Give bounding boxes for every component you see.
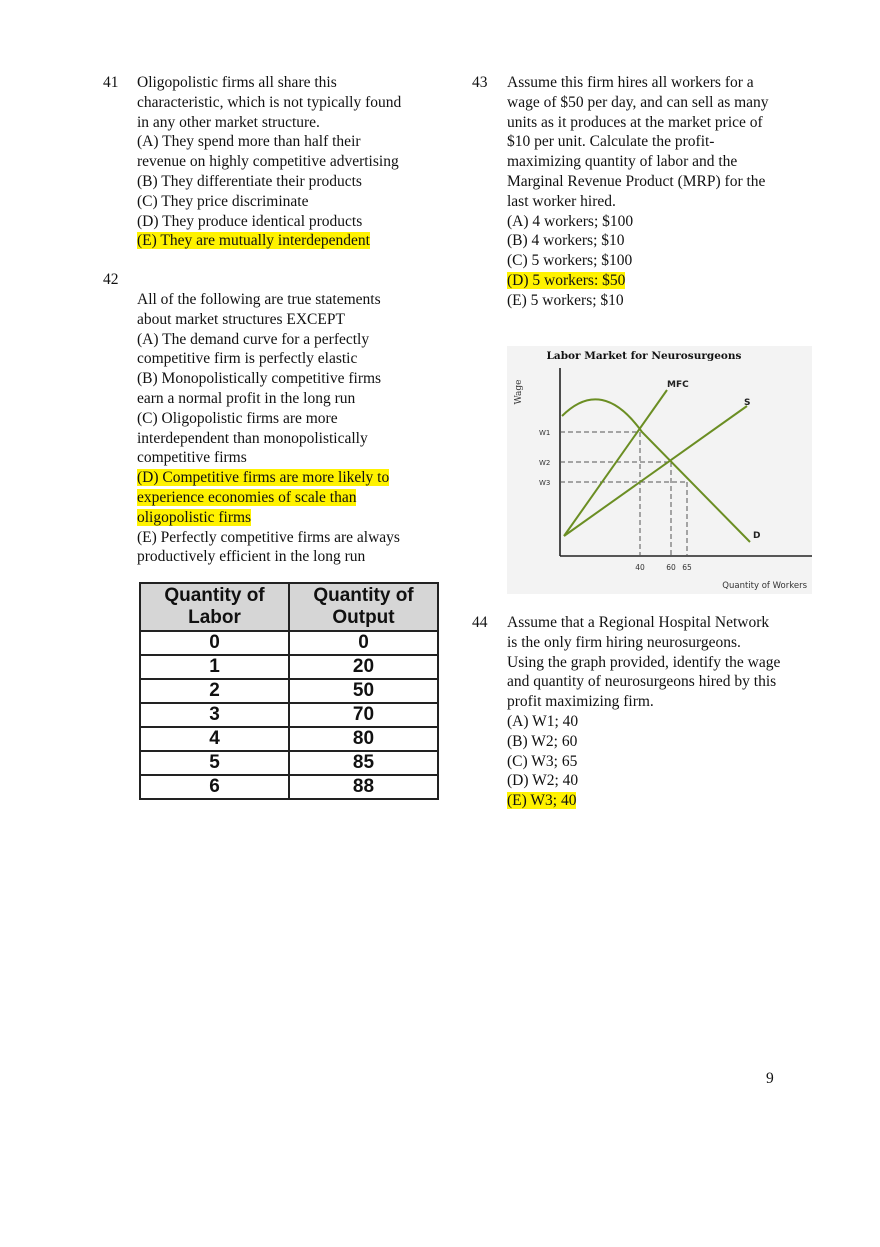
- table-row: [140, 775, 438, 799]
- answer-option: (C) They price discriminate: [137, 192, 309, 210]
- answer-option: (C) 5 workers; $100: [507, 252, 633, 270]
- table-row: [140, 751, 438, 775]
- question-number: 44: [472, 614, 488, 631]
- answer-option: interdependent than monopolistically: [137, 429, 368, 447]
- q40-label: 40: [635, 563, 645, 572]
- q60-label: 60: [666, 563, 676, 572]
- answer-option: (A) The demand curve for a perfectly: [137, 330, 370, 348]
- answer-option: (D) They produce identical products: [137, 212, 363, 230]
- table-header-output: [289, 583, 438, 631]
- x-axis-label: Quantity of Workers: [722, 581, 807, 591]
- answer-option: (A) They spend more than half their: [137, 133, 361, 151]
- highlighted-answer: (E) They are mutually interdependent: [137, 232, 370, 250]
- question-number: 43: [472, 74, 488, 91]
- demand-label: D: [753, 531, 761, 541]
- answer-option: (E) Perfectly competitive firms are always: [137, 528, 400, 546]
- highlighted-answer: oligopolistic firms: [137, 508, 252, 526]
- question-text: maximizing quantity of labor and the: [507, 153, 738, 171]
- w3-label: W3: [539, 479, 551, 487]
- table-cell: 0: [289, 631, 438, 655]
- question-text: $10 per unit. Calculate the profit-: [507, 133, 715, 151]
- answer-option: earn a normal profit in the long run: [137, 389, 356, 407]
- table-cell: 0: [140, 631, 289, 655]
- question-number: 42: [103, 271, 119, 288]
- table-cell: 20: [289, 655, 438, 679]
- table-cell: 2: [140, 679, 289, 703]
- question-text: Assume this firm hires all workers for a: [507, 74, 754, 91]
- answer-option: competitive firm is perfectly elastic: [137, 350, 358, 368]
- highlighted-answer: (D) Competitive firms are more likely to: [137, 469, 390, 487]
- table-row: [140, 679, 438, 703]
- supply-label: S: [744, 398, 751, 408]
- table-header-row: [140, 583, 438, 631]
- answer-option: (A) 4 workers; $100: [507, 212, 634, 230]
- q65-label: 65: [682, 563, 692, 572]
- question-text: All of the following are true statements: [137, 291, 381, 308]
- table-cell: 80: [289, 727, 438, 751]
- question-number: 41: [103, 74, 119, 91]
- answer-option: revenue on highly competitive advertising: [137, 153, 399, 171]
- table-cell: 6: [140, 775, 289, 799]
- table-cell: 50: [289, 679, 438, 703]
- question-text: wage of $50 per day, and can sell as many: [507, 93, 769, 111]
- question-text: and quantity of neurosurgeons hired by this: [507, 673, 777, 691]
- table-row: [140, 727, 438, 751]
- answer-option: (E) 5 workers; $10: [507, 291, 624, 309]
- answer-option: (B) Monopolistically competitive firms: [137, 370, 382, 388]
- question-text: Assume that a Regional Hospital Network: [507, 614, 770, 631]
- answer-option: (C) W3; 65: [507, 752, 578, 770]
- answer-option: productively efficient in the long run: [137, 548, 366, 566]
- table-cell: 4: [140, 727, 289, 751]
- question-text: Oligopolistic firms all share this: [137, 74, 337, 91]
- highlighted-answer: experience economies of scale than: [137, 488, 357, 506]
- question-text: about market structures EXCEPT: [137, 310, 345, 328]
- table-row: [140, 655, 438, 679]
- answer-option: (D) W2; 40: [507, 772, 579, 790]
- w1-label: W1: [539, 429, 551, 437]
- table-row: [140, 631, 438, 655]
- graph-title: Labor Market for Neurosurgeons: [546, 350, 742, 362]
- table-cell: 85: [289, 751, 438, 775]
- labor-output-table: [139, 582, 439, 800]
- highlighted-answer: (D) 5 workers: $50: [507, 271, 626, 289]
- table-cell: 5: [140, 751, 289, 775]
- question-text: Using the graph provided, identify the wage: [507, 653, 781, 671]
- question-text: last worker hired.: [507, 192, 616, 210]
- header-text: Quantity of: [313, 585, 414, 606]
- table-cell: 88: [289, 775, 438, 799]
- table-cell: 1: [140, 655, 289, 679]
- answer-option: (B) They differentiate their products: [137, 172, 362, 190]
- header-text: Quantity of: [164, 585, 265, 606]
- header-text: Output: [332, 607, 395, 628]
- w2-label: W2: [539, 459, 551, 467]
- question-text: characteristic, which is not typically found: [137, 93, 402, 111]
- question-text: in any other market structure.: [137, 113, 320, 131]
- table-row: [140, 703, 438, 727]
- question-text: Marginal Revenue Product (MRP) for the: [507, 172, 766, 190]
- graph-svg: [507, 346, 812, 594]
- page-number: 9: [766, 1070, 774, 1087]
- answer-option: (B) 4 workers; $10: [507, 232, 625, 250]
- answer-option: (B) W2; 60: [507, 732, 578, 750]
- question-text: profit maximizing firm.: [507, 693, 654, 711]
- question-text: units as it produces at the market price of: [507, 113, 763, 131]
- answer-option: (C) Oligopolistic firms are more: [137, 409, 338, 427]
- mfc-label: MFC: [667, 380, 689, 390]
- question-text: is the only firm hiring neurosurgeons.: [507, 633, 741, 651]
- mfc-curve: [564, 390, 667, 536]
- highlighted-answer: (E) W3; 40: [507, 792, 577, 810]
- y-axis-label: Wage: [514, 379, 524, 405]
- answer-option: competitive firms: [137, 449, 247, 467]
- table-cell: 70: [289, 703, 438, 727]
- table-header-labor: [140, 583, 289, 631]
- supply-curve: [564, 406, 747, 536]
- labor-market-graph: [507, 346, 812, 594]
- header-text: Labor: [188, 607, 241, 628]
- answer-option: (A) W1; 40: [507, 712, 579, 730]
- table-cell: 3: [140, 703, 289, 727]
